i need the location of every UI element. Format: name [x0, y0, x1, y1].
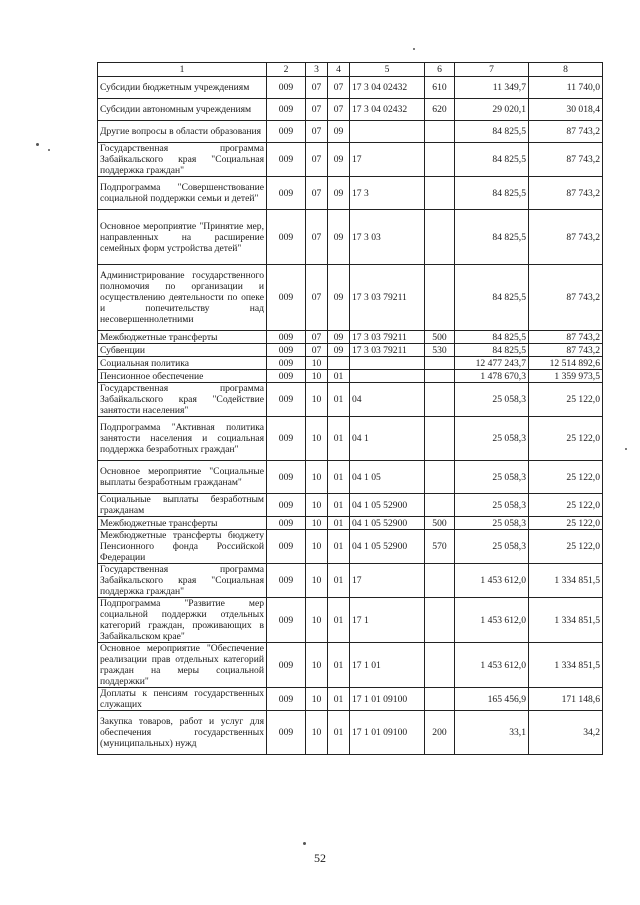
row-subsection: 09 — [328, 121, 350, 143]
row-name: Другие вопросы в области образования — [98, 121, 267, 143]
row-amount-year1: 84 825,5 — [455, 210, 529, 265]
row-section: 10 — [306, 461, 328, 494]
row-expense-type — [425, 370, 455, 383]
row-expense-type — [425, 357, 455, 370]
row-name: Межбюджетные трансферты бюджету Пенсионного фонда Российской Федерации — [98, 530, 267, 564]
row-ministry-code: 009 — [267, 530, 306, 564]
row-expense-type: 610 — [425, 77, 455, 99]
row-name: Основное мероприятие "Социальные выплаты безработным гражданам" — [98, 461, 267, 494]
row-amount-year2: 1 334 851,5 — [529, 643, 603, 688]
row-name: Субсидии бюджетным учреждениям — [98, 77, 267, 99]
row-expense-type — [425, 210, 455, 265]
table-row — [98, 77, 603, 99]
row-ministry-code: 009 — [267, 77, 306, 99]
row-section: 10 — [306, 688, 328, 711]
row-amount-year2: 25 122,0 — [529, 383, 603, 417]
row-target-article: 17 3 04 02432 — [350, 77, 425, 99]
row-amount-year2: 1 334 851,5 — [529, 564, 603, 598]
row-name: Субсидии автономным учреждениям — [98, 99, 267, 121]
row-ministry-code: 009 — [267, 564, 306, 598]
row-section: 10 — [306, 564, 328, 598]
budget-table — [97, 62, 603, 755]
scan-speck — [48, 149, 50, 151]
row-ministry-code: 009 — [267, 210, 306, 265]
row-subsection: 01 — [328, 461, 350, 494]
header-col-3: 3 — [306, 63, 328, 77]
row-section: 10 — [306, 383, 328, 417]
row-target-article: 04 — [350, 383, 425, 417]
row-section: 07 — [306, 143, 328, 177]
row-subsection: 01 — [328, 530, 350, 564]
row-amount-year2: 87 743,2 — [529, 210, 603, 265]
row-amount-year2: 11 740,0 — [529, 77, 603, 99]
row-amount-year1: 84 825,5 — [455, 143, 529, 177]
row-target-article: 17 — [350, 564, 425, 598]
row-target-article: 17 1 01 09100 — [350, 688, 425, 711]
row-section: 07 — [306, 77, 328, 99]
row-target-article: 17 3 03 79211 — [350, 344, 425, 357]
row-name: Основное мероприятие "Принятие мер, направленных на расширение семейных форм устройства детей" — [98, 210, 267, 265]
row-amount-year2: 171 148,6 — [529, 688, 603, 711]
row-target-article: 17 3 03 79211 — [350, 331, 425, 344]
row-section: 10 — [306, 417, 328, 461]
row-expense-type — [425, 121, 455, 143]
scan-speck — [36, 143, 39, 146]
row-subsection: 09 — [328, 143, 350, 177]
table-row — [98, 564, 603, 598]
row-name: Основное мероприятие "Обеспечение реализации прав отдельных категорий граждан на меры социальной поддержки" — [98, 643, 267, 688]
row-subsection — [328, 357, 350, 370]
row-amount-year2: 87 743,2 — [529, 121, 603, 143]
row-subsection: 01 — [328, 494, 350, 517]
row-subsection: 01 — [328, 370, 350, 383]
row-expense-type — [425, 177, 455, 210]
table-row — [98, 643, 603, 688]
row-ministry-code: 009 — [267, 494, 306, 517]
table-row — [98, 121, 603, 143]
row-amount-year2: 87 743,2 — [529, 344, 603, 357]
row-amount-year1: 84 825,5 — [455, 121, 529, 143]
row-expense-type: 200 — [425, 711, 455, 755]
row-expense-type — [425, 417, 455, 461]
row-ministry-code: 009 — [267, 357, 306, 370]
row-name: Подпрограмма "Активная политика занятости населения и социальная поддержка безработных граждан" — [98, 417, 267, 461]
row-ministry-code: 009 — [267, 461, 306, 494]
row-section: 07 — [306, 210, 328, 265]
header-col-8: 8 — [529, 63, 603, 77]
row-name: Социальная политика — [98, 357, 267, 370]
row-subsection: 01 — [328, 417, 350, 461]
row-expense-type — [425, 598, 455, 643]
row-amount-year2: 34,2 — [529, 711, 603, 755]
row-target-article: 04 1 05 52900 — [350, 517, 425, 530]
table-row — [98, 357, 603, 370]
row-amount-year2: 25 122,0 — [529, 517, 603, 530]
row-expense-type — [425, 564, 455, 598]
row-target-article: 17 3 03 79211 — [350, 265, 425, 331]
row-subsection: 01 — [328, 598, 350, 643]
row-target-article: 17 — [350, 143, 425, 177]
row-target-article — [350, 121, 425, 143]
table-row — [98, 265, 603, 331]
row-section: 10 — [306, 643, 328, 688]
row-amount-year1: 25 058,3 — [455, 383, 529, 417]
row-subsection: 09 — [328, 177, 350, 210]
row-amount-year1: 25 058,3 — [455, 417, 529, 461]
row-target-article: 17 1 01 — [350, 643, 425, 688]
row-section: 07 — [306, 344, 328, 357]
table-row — [98, 494, 603, 517]
row-amount-year1: 25 058,3 — [455, 517, 529, 530]
row-subsection: 01 — [328, 711, 350, 755]
header-col-1: 1 — [98, 63, 267, 77]
row-ministry-code: 009 — [267, 598, 306, 643]
row-target-article: 04 1 05 52900 — [350, 530, 425, 564]
row-target-article: 17 3 04 02432 — [350, 99, 425, 121]
scan-speck — [413, 48, 415, 50]
table-row — [98, 99, 603, 121]
row-amount-year1: 84 825,5 — [455, 265, 529, 331]
row-amount-year2: 87 743,2 — [529, 143, 603, 177]
row-ministry-code: 009 — [267, 99, 306, 121]
row-name: Администрирование государственного полномочия по организации и осуществлению деятельности по опеке и попечительству над несовершеннолетними — [98, 265, 267, 331]
row-ministry-code: 009 — [267, 331, 306, 344]
header-col-2: 2 — [267, 63, 306, 77]
row-ministry-code: 009 — [267, 121, 306, 143]
table-row — [98, 370, 603, 383]
row-target-article: 17 3 — [350, 177, 425, 210]
row-section: 10 — [306, 711, 328, 755]
table-row — [98, 517, 603, 530]
row-subsection: 01 — [328, 564, 350, 598]
row-name: Государственная программа Забайкальского края "Социальная поддержка граждан" — [98, 564, 267, 598]
row-name: Социальные выплаты безработным гражданам — [98, 494, 267, 517]
row-subsection: 09 — [328, 344, 350, 357]
row-section: 10 — [306, 494, 328, 517]
table-row — [98, 461, 603, 494]
row-target-article — [350, 370, 425, 383]
row-target-article: 17 1 01 09100 — [350, 711, 425, 755]
row-amount-year1: 25 058,3 — [455, 530, 529, 564]
row-name: Пенсионное обеспечение — [98, 370, 267, 383]
header-col-6: 6 — [425, 63, 455, 77]
header-col-7: 7 — [455, 63, 529, 77]
row-section: 10 — [306, 530, 328, 564]
row-amount-year2: 25 122,0 — [529, 530, 603, 564]
table-row — [98, 417, 603, 461]
row-subsection: 07 — [328, 77, 350, 99]
row-subsection: 07 — [328, 99, 350, 121]
row-target-article: 17 1 — [350, 598, 425, 643]
row-ministry-code: 009 — [267, 711, 306, 755]
row-name: Субвенции — [98, 344, 267, 357]
table-header-row — [98, 63, 603, 77]
row-amount-year2: 25 122,0 — [529, 461, 603, 494]
row-amount-year1: 33,1 — [455, 711, 529, 755]
row-amount-year2: 25 122,0 — [529, 417, 603, 461]
row-expense-type — [425, 643, 455, 688]
scan-speck — [625, 448, 627, 450]
table-row — [98, 331, 603, 344]
row-target-article — [350, 357, 425, 370]
row-amount-year2: 87 743,2 — [529, 177, 603, 210]
row-subsection: 09 — [328, 265, 350, 331]
table-row — [98, 688, 603, 711]
row-expense-type — [425, 461, 455, 494]
row-amount-year1: 25 058,3 — [455, 461, 529, 494]
row-amount-year1: 1 453 612,0 — [455, 643, 529, 688]
row-subsection: 01 — [328, 517, 350, 530]
row-expense-type — [425, 383, 455, 417]
row-ministry-code: 009 — [267, 143, 306, 177]
row-ministry-code: 009 — [267, 688, 306, 711]
scan-speck — [303, 842, 306, 845]
row-amount-year2: 30 018,4 — [529, 99, 603, 121]
row-name: Межбюджетные трансферты — [98, 517, 267, 530]
row-amount-year2: 1 334 851,5 — [529, 598, 603, 643]
row-name: Государственная программа Забайкальского края "Социальная поддержка граждан" — [98, 143, 267, 177]
row-expense-type: 500 — [425, 517, 455, 530]
row-target-article: 17 3 03 — [350, 210, 425, 265]
row-name: Государственная программа Забайкальского края "Содействие занятости населения" — [98, 383, 267, 417]
row-amount-year2: 87 743,2 — [529, 331, 603, 344]
row-section: 10 — [306, 357, 328, 370]
table-row — [98, 711, 603, 755]
table-row — [98, 143, 603, 177]
row-section: 10 — [306, 517, 328, 530]
row-expense-type: 570 — [425, 530, 455, 564]
row-amount-year1: 84 825,5 — [455, 344, 529, 357]
row-amount-year1: 84 825,5 — [455, 177, 529, 210]
row-target-article: 04 1 — [350, 417, 425, 461]
row-section: 07 — [306, 265, 328, 331]
row-subsection: 01 — [328, 383, 350, 417]
table-row — [98, 530, 603, 564]
row-subsection: 01 — [328, 688, 350, 711]
row-subsection: 09 — [328, 210, 350, 265]
row-amount-year2: 1 359 973,5 — [529, 370, 603, 383]
row-amount-year1: 11 349,7 — [455, 77, 529, 99]
row-expense-type: 500 — [425, 331, 455, 344]
row-ministry-code: 009 — [267, 265, 306, 331]
row-section: 10 — [306, 598, 328, 643]
row-target-article: 04 1 05 52900 — [350, 494, 425, 517]
row-section: 07 — [306, 99, 328, 121]
table-row — [98, 598, 603, 643]
page-number: 52 — [314, 851, 326, 865]
row-section: 07 — [306, 121, 328, 143]
row-amount-year1: 1 453 612,0 — [455, 564, 529, 598]
row-section: 07 — [306, 331, 328, 344]
row-amount-year2: 87 743,2 — [529, 265, 603, 331]
header-col-4: 4 — [328, 63, 350, 77]
row-amount-year1: 1 478 670,3 — [455, 370, 529, 383]
row-target-article: 04 1 05 — [350, 461, 425, 494]
row-amount-year1: 1 453 612,0 — [455, 598, 529, 643]
row-amount-year1: 165 456,9 — [455, 688, 529, 711]
row-ministry-code: 009 — [267, 370, 306, 383]
row-amount-year2: 25 122,0 — [529, 494, 603, 517]
row-name: Доплаты к пенсиям государственных служащих — [98, 688, 267, 711]
row-ministry-code: 009 — [267, 517, 306, 530]
row-section: 07 — [306, 177, 328, 210]
row-subsection: 01 — [328, 643, 350, 688]
row-expense-type: 620 — [425, 99, 455, 121]
row-amount-year1: 25 058,3 — [455, 494, 529, 517]
row-amount-year2: 12 514 892,6 — [529, 357, 603, 370]
row-ministry-code: 009 — [267, 383, 306, 417]
table-row — [98, 383, 603, 417]
row-expense-type — [425, 494, 455, 517]
row-ministry-code: 009 — [267, 344, 306, 357]
row-ministry-code: 009 — [267, 643, 306, 688]
row-expense-type — [425, 265, 455, 331]
row-amount-year1: 29 020,1 — [455, 99, 529, 121]
row-expense-type — [425, 688, 455, 711]
row-ministry-code: 009 — [267, 417, 306, 461]
row-expense-type: 530 — [425, 344, 455, 357]
row-name: Подпрограмма "Совершенствование социальной поддержки семьи и детей" — [98, 177, 267, 210]
row-section: 10 — [306, 370, 328, 383]
row-name: Межбюджетные трансферты — [98, 331, 267, 344]
row-amount-year1: 12 477 243,7 — [455, 357, 529, 370]
row-amount-year1: 84 825,5 — [455, 331, 529, 344]
row-subsection: 09 — [328, 331, 350, 344]
table-row — [98, 344, 603, 357]
table-row — [98, 177, 603, 210]
table-row — [98, 210, 603, 265]
row-expense-type — [425, 143, 455, 177]
row-name: Закупка товаров, работ и услуг для обеспечения государственных (муниципальных) нужд — [98, 711, 267, 755]
header-col-5: 5 — [350, 63, 425, 77]
row-name: Подпрограмма "Развитие мер социальной поддержки отдельных категорий граждан, проживающих в Забайкальском крае" — [98, 598, 267, 643]
row-ministry-code: 009 — [267, 177, 306, 210]
